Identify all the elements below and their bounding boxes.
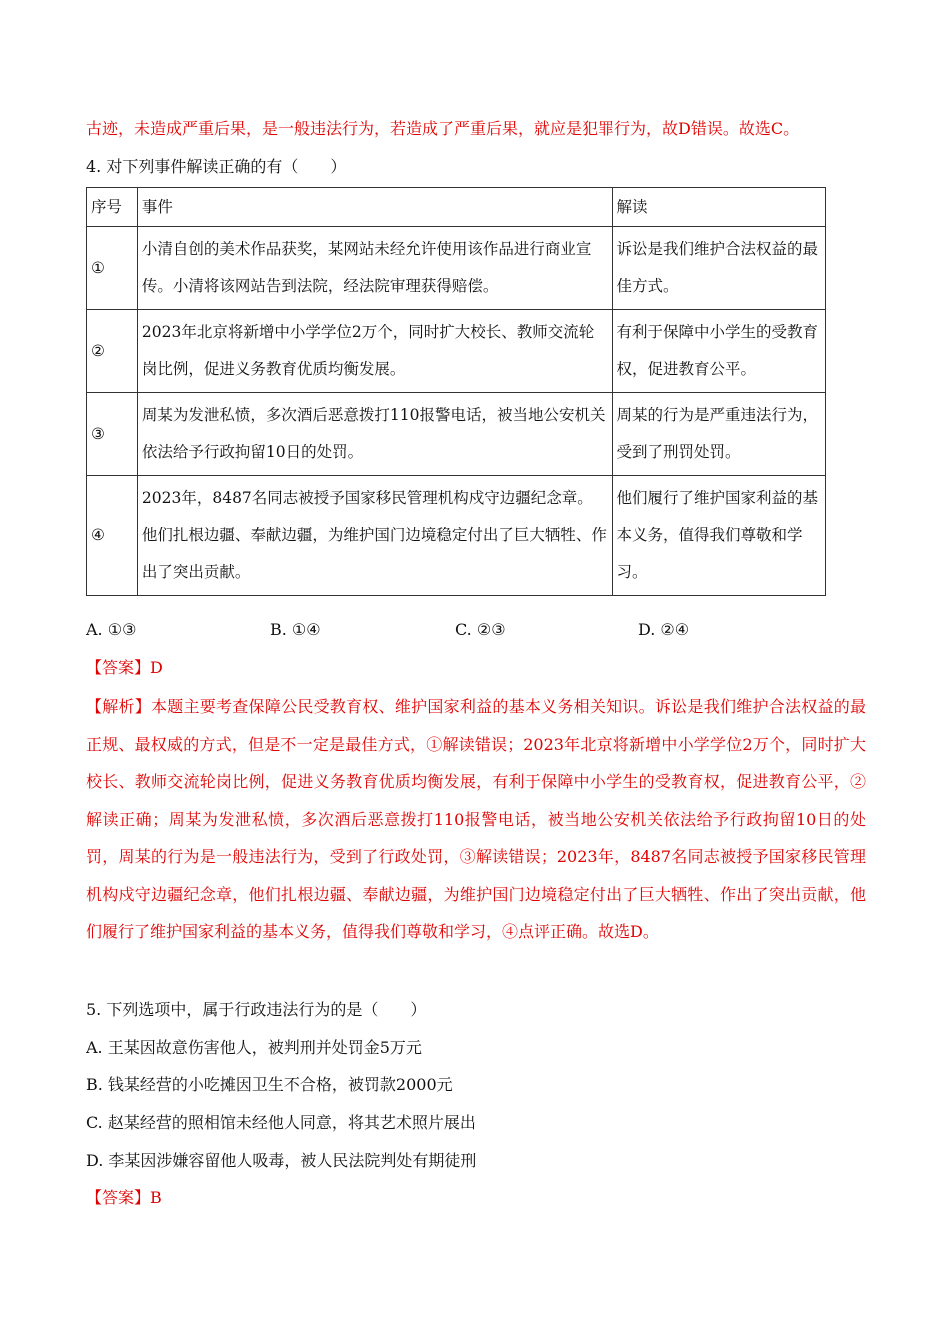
q5-option-d: D. 李某因涉嫌容留他人吸毒，被人民法院判处有期徒刑 [86,1151,477,1170]
q5-option-b: B. 钱某经营的小吃摊因卫生不合格，被罚款2000元 [86,1075,453,1094]
row-reading: 有利于保障中小学生的受教育权，促进教育公平。 [612,310,825,393]
explanation-text: 本题主要考查保障公民受教育权、维护国家利益的基本义务相关知识。诉讼是我们维护合法权益的最正规、最权威的方式，但是不一定是最佳方式，①解读错误；2023年北京将新增中小学学位2万个，同时扩大校长、教师交流轮岗比例，促进义务教育优质均衡发展，有利于保障中小学生的受教育权，促进教育公平，②解读正确；周某为发泄私愤，多次酒后恶意拨打110报警电话，被当地公安机关依法给予行政拘留10日的处罚，周某的行为是一般违法行为，受到了行政处罚，③解读错误；2023年，8487名同志被授予国家移民管理机构戍守边疆纪念章，他们扎根边疆、奉献边疆，为维护国门边境稳定付出了巨大牺牲、作出了突出贡献，他们履行了维护国家利益的基本义务，值得我们尊敬和学习，④点评正确。故选D。 [86,697,866,941]
header-reading: 解读 [612,188,825,227]
q4-option-b: B. ①④ [270,620,321,639]
row-reading: 他们履行了维护国家利益的基本义务，值得我们尊敬和学习。 [612,476,825,596]
question-5-stem: 5. 下列选项中，属于行政违法行为的是（ ） [86,1000,427,1019]
table-header-row [87,188,826,227]
question-4-stem: 4. 对下列事件解读正确的有（ ） [86,157,347,176]
table-row [87,310,826,393]
row-reading: 周某的行为是严重违法行为，受到了刑罚处罚。 [612,393,825,476]
header-event: 事件 [137,188,612,227]
q4-option-d: D. ②④ [638,620,690,639]
answer-label: 【答案】 [86,1188,151,1207]
header-no: 序号 [87,188,138,227]
row-no: ④ [87,476,138,596]
table-row [87,476,826,596]
row-no: ② [87,310,138,393]
q4-answer [86,657,163,679]
row-no: ① [87,227,138,310]
q5-answer [86,1187,162,1209]
events-table [86,187,826,596]
q5-option-a: A. 王某因故意伤害他人，被判刑并处罚金5万元 [86,1038,422,1057]
row-event: 周某为发泄私愤，多次酒后恶意拨打110报警电话，被当地公安机关依法给予行政拘留10日的处罚。 [137,393,612,476]
answer-value: D [150,658,163,677]
row-event: 2023年北京将新增中小学学位2万个，同时扩大校长、教师交流轮岗比例，促进义务教育优质均衡发展。 [137,310,612,393]
row-reading: 诉讼是我们维护合法权益的最佳方式。 [612,227,825,310]
answer-label: 【答案】 [86,658,151,677]
answer-value: B [150,1188,162,1207]
q4-option-a: A. ①③ [86,620,137,639]
prev-explanation-tail: 古迹，未造成严重后果，是一般违法行为，若造成了严重后果，就应是犯罪行为，故D错误。故选C。 [86,119,800,138]
q4-option-c: C. ②③ [455,620,506,639]
row-no: ③ [87,393,138,476]
row-event: 小清自创的美术作品获奖，某网站未经允许使用该作品进行商业宣传。小清将该网站告到法院，经法院审理获得赔偿。 [137,227,612,310]
row-event: 2023年，8487名同志被授予国家移民管理机构戍守边疆纪念章。他们扎根边疆、奉献边疆，为维护国门边境稳定付出了巨大牺牲、作出了突出贡献。 [137,476,612,596]
q5-option-c: C. 赵某经营的照相馆未经他人同意，将其艺术照片展出 [86,1113,476,1132]
q4-explanation [86,688,866,951]
table-row [87,227,826,310]
explanation-label: 【解析】 [86,697,152,716]
table-row [87,393,826,476]
